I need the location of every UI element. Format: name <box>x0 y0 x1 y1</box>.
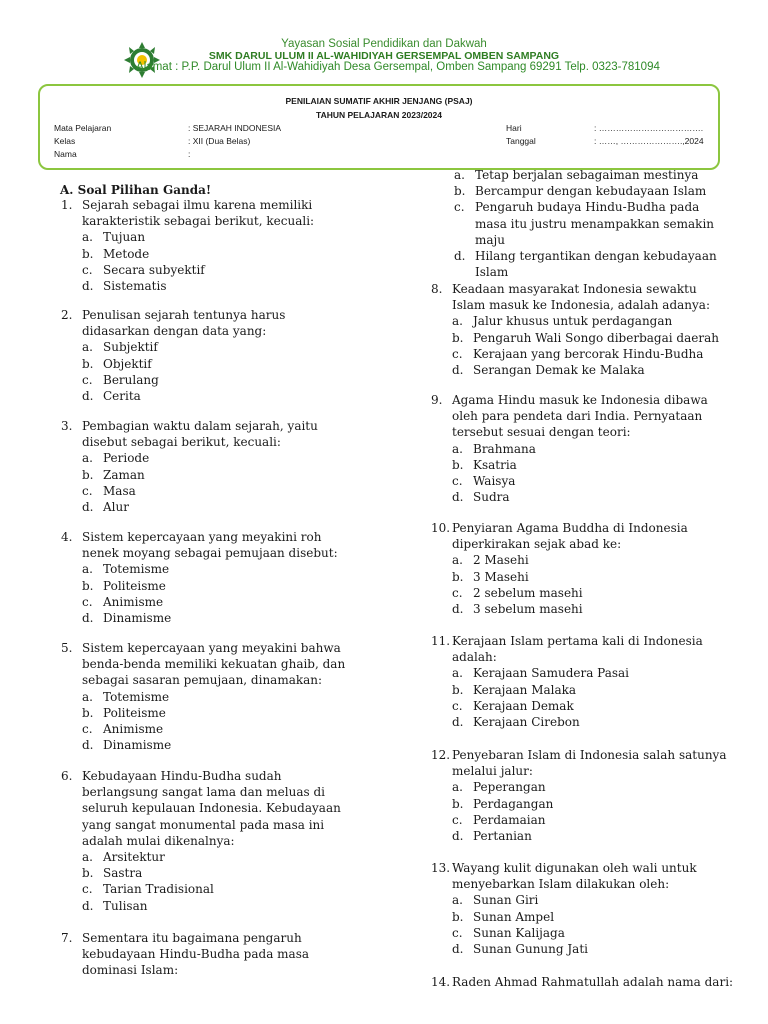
option-letter: a. <box>82 689 93 704</box>
mapel-label: Mata Pelajaran <box>54 123 112 133</box>
option-text: Subjektif <box>103 340 158 355</box>
option-letter: d. <box>452 363 464 378</box>
answer-option <box>452 457 732 473</box>
answer-option <box>82 865 354 881</box>
letterhead <box>0 0 768 80</box>
nama-label: Nama <box>54 149 77 159</box>
question-stem <box>431 747 732 779</box>
question-12 <box>431 747 732 844</box>
option-text: Bercampur dengan kebudayaan Islam <box>475 184 707 199</box>
question-1 <box>61 197 352 294</box>
option-letter: c. <box>82 722 93 737</box>
answer-option <box>82 339 352 355</box>
option-letter: d. <box>82 611 94 626</box>
question-stem <box>61 529 352 561</box>
option-text: Sunan Kalijaga <box>473 925 565 940</box>
option-letter: b. <box>82 467 94 482</box>
hari-label: Hari <box>506 123 522 133</box>
option-letter: b. <box>452 682 464 697</box>
option-letter: a. <box>452 666 463 681</box>
answer-option <box>452 812 732 828</box>
option-text: Politeisme <box>103 578 166 593</box>
option-text: Arsitektur <box>103 850 165 865</box>
option-text: Sudra <box>473 490 510 505</box>
option-letter: d. <box>82 500 94 515</box>
option-text: Sunan Giri <box>473 893 539 908</box>
answer-option <box>82 278 352 294</box>
option-text: Pertanian <box>473 829 532 844</box>
option-letter: c. <box>452 925 463 940</box>
option-text: Cerita <box>103 389 141 404</box>
option-letter: b. <box>452 569 464 584</box>
option-text: Secara subyektif <box>103 262 205 277</box>
option-text: Hilang tergantikan dengan kebudayaan Islam <box>475 249 717 280</box>
answer-option <box>82 561 352 577</box>
answer-option <box>82 388 352 404</box>
option-letter: a. <box>82 850 93 865</box>
question-text: Penulisan sejarah tentunya harus didasarkan dengan data yang: <box>82 308 286 339</box>
question-text: Sejarah sebagai ilmu karena memiliki karakteristik sebagai berikut, kecuali: <box>82 198 315 229</box>
option-letter: a. <box>82 230 93 245</box>
option-letter: a. <box>452 553 463 568</box>
question-13 <box>431 860 732 957</box>
question-4 <box>61 529 352 626</box>
option-letter: a. <box>452 441 463 456</box>
question-number: 7. <box>61 931 73 945</box>
option-letter: d. <box>452 942 464 957</box>
option-text: 3 Masehi <box>473 569 529 584</box>
option-letter: a. <box>82 340 93 355</box>
option-letter: b. <box>452 909 464 924</box>
question-text: Pembagian waktu dalam sejarah, yaitu disebut sebagai berikut, kecuali: <box>82 419 318 450</box>
question-stem <box>61 307 352 339</box>
question-number: 4. <box>61 530 73 544</box>
answer-option <box>452 779 732 795</box>
answer-option <box>452 552 732 568</box>
option-text: Peperangan <box>473 780 546 795</box>
option-letter: d. <box>452 715 464 730</box>
answer-option <box>82 246 352 262</box>
option-letter: c. <box>82 262 93 277</box>
question-14 <box>431 974 742 990</box>
option-text: Sistematis <box>103 279 167 294</box>
question-number: 10. <box>431 521 451 535</box>
answer-option <box>454 199 734 248</box>
question-text: Penyebaran Islam di Indonesia salah satunya melalui jalur: <box>452 748 727 779</box>
answer-option <box>82 467 352 483</box>
question-text: Kerajaan Islam pertama kali di Indonesia adalah: <box>452 634 703 665</box>
answer-option <box>452 714 732 730</box>
question-stem <box>61 418 352 450</box>
option-letter: b. <box>452 330 464 345</box>
option-letter: c. <box>82 372 93 387</box>
kelas-value: : XII (Dua Belas) <box>188 136 251 146</box>
answer-option <box>452 601 732 617</box>
answer-option <box>452 362 732 378</box>
answer-option <box>452 441 732 457</box>
option-text: Sunan Ampel <box>473 909 555 924</box>
option-letter: c. <box>452 585 463 600</box>
option-text: Masa <box>103 483 136 498</box>
option-text: Waisya <box>473 474 516 489</box>
answer-option <box>452 585 732 601</box>
foundation-name: Yayasan Sosial Pendidikan dan Dakwah <box>281 38 487 50</box>
answer-option <box>82 610 352 626</box>
option-letter: c. <box>452 474 463 489</box>
exam-header-box <box>38 84 720 170</box>
answer-option <box>452 346 732 362</box>
question-stem <box>431 520 732 552</box>
question-stem <box>431 392 732 441</box>
option-text: Brahmana <box>473 441 536 456</box>
question-5 <box>61 640 352 753</box>
option-text: Sunan Gunung Jati <box>473 942 588 957</box>
question-stem <box>61 930 352 979</box>
question-text: Kebudayaan Hindu-Budha sudah berlangsung sangat lama dan meluas di seluruh kepulauan Indonesia. Kebudayaan yang sangat monumental pada masa ini adalah mulai dikenalnya: <box>82 769 341 848</box>
tanggal-value: : ……, ………………….,2024 <box>594 136 704 146</box>
option-letter: a. <box>452 893 463 908</box>
answer-option <box>82 262 352 278</box>
answer-option <box>82 356 352 372</box>
option-text: Zaman <box>103 467 145 482</box>
option-text: Kerajaan Demak <box>473 698 574 713</box>
question-2 <box>61 307 352 404</box>
option-text: Kerajaan Malaka <box>473 682 577 697</box>
option-letter: b. <box>82 705 94 720</box>
question-3 <box>61 418 352 515</box>
answer-option <box>82 372 352 388</box>
answer-option <box>82 483 352 499</box>
option-text: Alur <box>103 500 129 515</box>
option-text: Ksatria <box>473 457 517 472</box>
section-title: A. Soal Pilihan Ganda! <box>60 183 212 197</box>
option-letter: c. <box>82 483 93 498</box>
answer-option <box>452 941 732 957</box>
option-letter: b. <box>454 184 466 199</box>
option-text: 3 sebelum masehi <box>473 602 583 617</box>
answer-option <box>82 499 352 515</box>
option-text: Tujuan <box>103 230 146 245</box>
question-number: 13. <box>431 861 451 875</box>
option-letter: d. <box>454 249 466 264</box>
option-letter: b. <box>452 796 464 811</box>
hari-value: : ………………………………. <box>594 123 704 133</box>
answer-option <box>452 313 732 329</box>
option-letter: b. <box>82 866 94 881</box>
option-text: Tarian Tradisional <box>103 882 214 897</box>
question-number: 5. <box>61 641 73 655</box>
option-text: Pengaruh Wali Songo diberbagai daerah <box>473 330 719 345</box>
option-letter: d. <box>82 898 94 913</box>
mapel-value: : SEJARAH INDONESIA <box>188 123 282 133</box>
option-letter: d. <box>82 738 94 753</box>
question-number: 3. <box>61 419 73 433</box>
tanggal-label: Tanggal <box>506 136 536 146</box>
option-text: Berulang <box>103 372 159 387</box>
question-9 <box>431 392 732 505</box>
option-letter: d. <box>452 490 464 505</box>
option-text: Serangan Demak ke Malaka <box>473 363 645 378</box>
answer-option <box>452 892 732 908</box>
answer-option <box>82 737 352 753</box>
option-letter: a. <box>452 780 463 795</box>
option-text: Tulisan <box>103 898 148 913</box>
question-stem <box>431 860 732 892</box>
option-text: Kerajaan Samudera Pasai <box>473 666 630 681</box>
option-letter: c. <box>452 812 463 827</box>
answer-option <box>82 898 354 914</box>
answer-option <box>452 665 732 681</box>
question-number: 9. <box>431 393 443 407</box>
option-text: 2 Masehi <box>473 553 529 568</box>
option-text: Kerajaan yang bercorak Hindu-Budha <box>473 346 704 361</box>
option-letter: c. <box>82 594 93 609</box>
question-stem <box>431 633 732 665</box>
answer-option <box>452 330 732 346</box>
option-text: Perdagangan <box>473 796 554 811</box>
question-stem <box>61 768 354 849</box>
question-8 <box>431 281 732 378</box>
option-letter: b. <box>82 578 94 593</box>
option-text: Periode <box>103 451 150 466</box>
question-stem <box>61 197 352 229</box>
option-letter: d. <box>452 829 464 844</box>
question-number: 6. <box>61 769 73 783</box>
question-stem <box>431 974 742 990</box>
question-text: Sistem kepercayaan yang meyakini roh nenek moyang sebagai pemujaan disebut: <box>82 530 338 561</box>
option-text: Metode <box>103 246 150 261</box>
option-text: Tetap berjalan sebagaiman mestinya <box>475 168 699 182</box>
question-text: Agama Hindu masuk ke Indonesia dibawa oleh para pendeta dari India. Pernyataan tersebut sesuai dengan teori: <box>452 393 708 440</box>
answer-option <box>82 450 352 466</box>
question-10 <box>431 520 732 617</box>
option-text: Sastra <box>103 866 143 881</box>
answer-option <box>452 682 732 698</box>
question-number: 8. <box>431 282 443 296</box>
question-text: Penyiaran Agama Buddha di Indonesia diperkirakan sejak abad ke: <box>452 521 688 552</box>
answer-option <box>452 473 732 489</box>
option-text: Dinamisme <box>103 611 172 626</box>
answer-option <box>452 569 732 585</box>
answer-option <box>82 578 352 594</box>
answer-option <box>452 909 732 925</box>
option-text: Perdamaian <box>473 812 546 827</box>
option-letter: b. <box>82 246 94 261</box>
option-letter: d. <box>452 602 464 617</box>
school-name: SMK DARUL ULUM II AL-WAHIDIYAH GERSEMPAL OMBEN SAMPANG <box>208 50 560 62</box>
option-letter: b. <box>82 356 94 371</box>
option-text: Politeisme <box>103 705 166 720</box>
question-number: 11. <box>431 634 451 648</box>
question-number: 12. <box>431 748 451 762</box>
option-letter: c. <box>82 882 93 897</box>
option-text: Totemisme <box>103 689 170 704</box>
question-11 <box>431 633 732 730</box>
question-number: 1. <box>61 198 73 212</box>
question-text: Keadaan masyarakat Indonesia sewaktu Islam masuk ke Indonesia, adalah adanya: <box>452 282 710 313</box>
option-text: Kerajaan Cirebon <box>473 715 580 730</box>
answer-option <box>82 721 352 737</box>
answer-option <box>452 925 732 941</box>
option-letter: b. <box>452 457 464 472</box>
answer-option <box>82 229 352 245</box>
answer-option <box>82 849 354 865</box>
answer-option <box>82 881 354 897</box>
option-letter: d. <box>82 389 94 404</box>
school-address: Alamat : P.P. Darul Ulum II Al-Wahidiyah Desa Gersempal, Omben Sampang 69291 Telp. 0323-781094 <box>136 61 660 73</box>
option-text: Pengaruh budaya Hindu-Budha pada masa itu justru menampakkan semakin maju <box>475 200 715 247</box>
question-text: Wayang kulit digunakan oleh wali untuk menyebarkan Islam dilakukan oleh: <box>452 861 697 892</box>
answer-option <box>452 828 732 844</box>
option-letter: a. <box>82 451 93 466</box>
answer-option <box>454 183 734 199</box>
option-text: Objektif <box>103 356 152 371</box>
exam-title: PENILAIAN SUMATIF AKHIR JENJANG (PSAJ) <box>285 96 473 106</box>
kelas-label: Kelas <box>54 136 76 146</box>
option-text: Animisme <box>103 594 164 609</box>
option-text: Animisme <box>103 722 164 737</box>
answer-option <box>82 594 352 610</box>
answer-option <box>452 489 732 505</box>
question-text: Sistem kepercayaan yang meyakini bahwa benda-benda memiliki kekuatan ghaib, dan sebagai sasaran pemujaan, dinamakan: <box>82 641 346 688</box>
exam-year: TAHUN PELAJARAN 2023/2024 <box>316 110 442 120</box>
question-number: 14. <box>431 975 451 989</box>
question-6 <box>61 768 354 914</box>
option-text: Totemisme <box>103 562 170 577</box>
question-7-options <box>454 167 734 280</box>
option-text: Dinamisme <box>103 738 172 753</box>
option-text: Jalur khusus untuk perdagangan <box>473 314 673 329</box>
option-letter: a. <box>452 314 463 329</box>
answer-option <box>82 689 352 705</box>
question-number: 2. <box>61 308 73 322</box>
option-letter: c. <box>452 698 463 713</box>
answer-option <box>452 796 732 812</box>
answer-option <box>454 167 734 183</box>
answer-option <box>452 698 732 714</box>
question-7 <box>61 930 352 979</box>
option-letter: c. <box>452 346 463 361</box>
answer-option <box>82 705 352 721</box>
question-text: Sementara itu bagaimana pengaruh kebudayaan Hindu-Budha pada masa dominasi Islam: <box>82 931 310 978</box>
question-text: Raden Ahmad Rahmatullah adalah nama dari: <box>452 975 734 989</box>
nama-value: : <box>188 149 191 159</box>
question-stem <box>431 281 732 313</box>
option-letter: d. <box>82 279 94 294</box>
question-stem <box>61 640 352 689</box>
option-letter: c. <box>454 200 465 215</box>
option-letter: a. <box>82 562 93 577</box>
option-letter: a. <box>454 168 465 182</box>
option-text: 2 sebelum masehi <box>473 585 583 600</box>
answer-option <box>454 248 734 280</box>
